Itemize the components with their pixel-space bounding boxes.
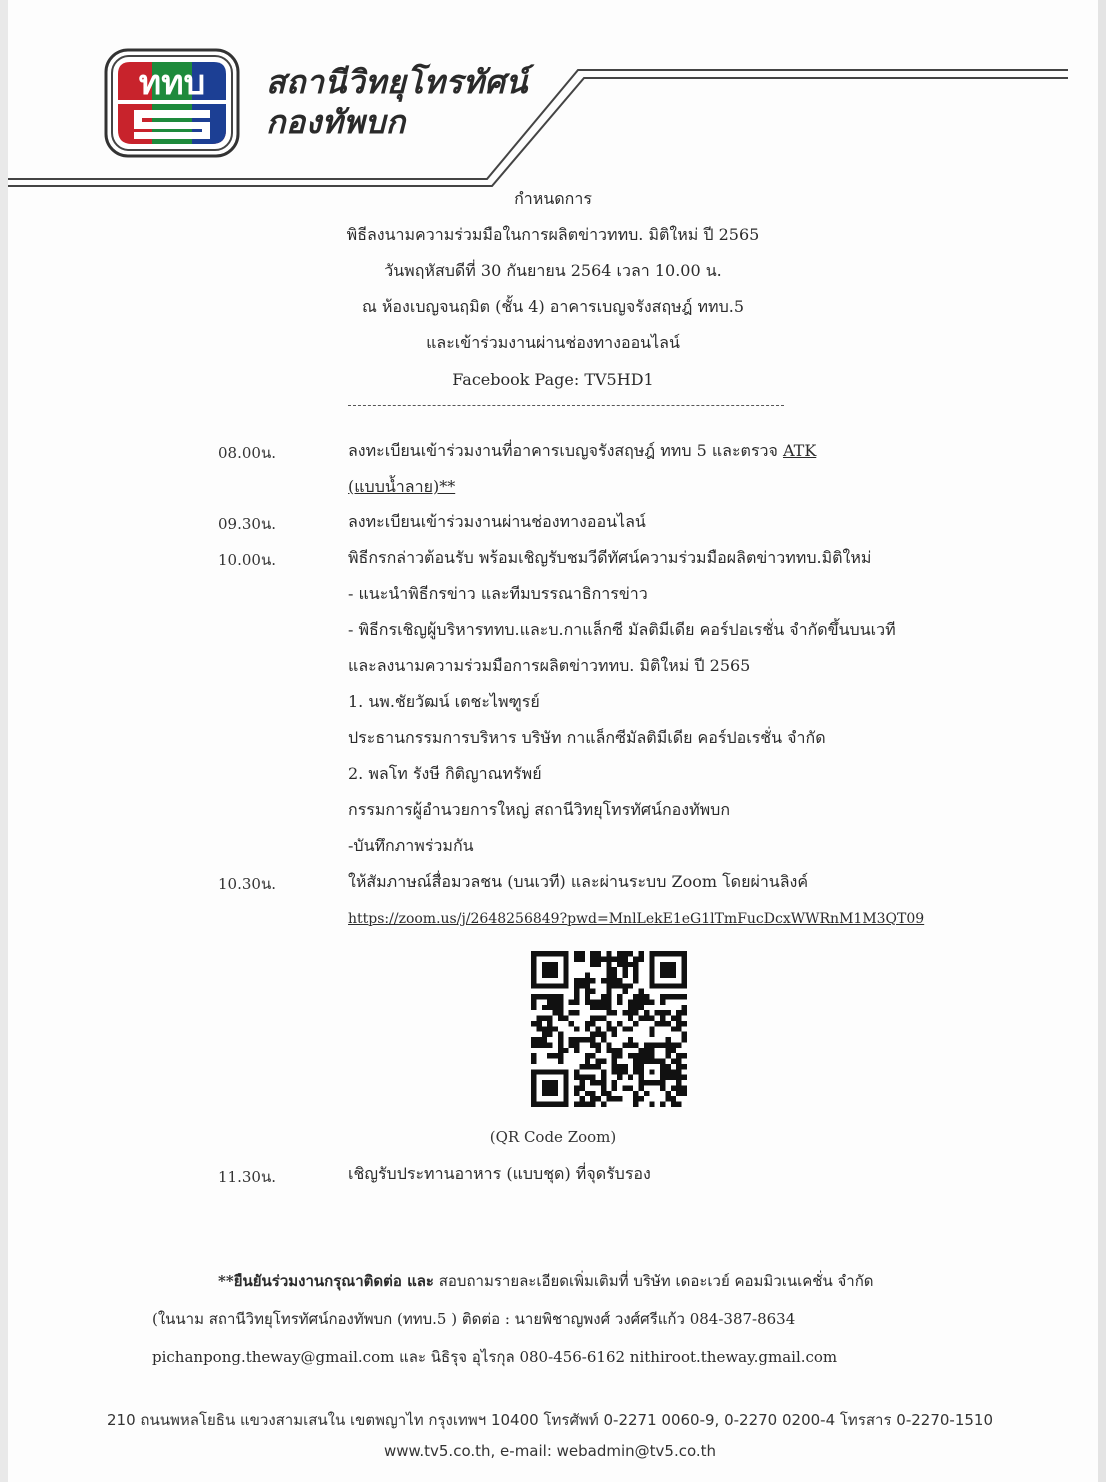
heading: กำหนดการ <box>514 189 592 208</box>
rsvp-contact: (ในนาม สถานีวิทยุโทรทัศน์กองทัพบก (ททบ.5 ) ติดต่อ : นายพิชาญพงศ์ วงศ์ศรีแก้ว 084-387-8634 <box>152 1310 796 1328</box>
schedule-line: (แบบน้ำลาย)** <box>348 477 456 496</box>
schedule-line <box>348 440 816 462</box>
facebook-page: Facebook Page: TV5HD1 <box>452 370 654 389</box>
schedule-line: เชิญรับประทานอาหาร (แบบชุด) ที่จุดรับรอง <box>348 1164 651 1183</box>
schedule-line: ลงทะเบียนเข้าร่วมงานผ่านช่องทางออนไลน์ <box>348 512 646 531</box>
zoom-link-line <box>348 908 924 930</box>
atk-text: ATK <box>782 441 817 460</box>
rsvp-emails: pichanpong.theway@gmail.com และ นิธิรุจ อุไรกุล 080-456-6162 nithiroot.theway.gmail.com <box>152 1348 838 1366</box>
time-1030: 10.30น. <box>218 875 276 893</box>
schedule-line: กรรมการผู้อำนวยการใหญ่ สถานีวิทยุโทรทัศน์กองทัพบก <box>348 800 730 819</box>
time-0800: 08.00น. <box>218 444 276 462</box>
time-1130: 11.30น. <box>218 1168 276 1186</box>
event-venue: ณ ห้องเบญจนฤมิต (ชั้น 4) อาคารเบญจรังสฤษฎ์ ททบ.5 <box>361 297 745 316</box>
event-title: พิธีลงนามความร่วมมือในการผลิตข่าวททบ. มิติใหม่ ปี 2565 <box>346 225 760 244</box>
schedule-line: และลงนามความร่วมมือการผลิตข่าวททบ. มิติใหม่ ปี 2565 <box>348 656 751 675</box>
header-divider-lines <box>0 60 1106 200</box>
schedule-line: 1. นพ.ชัยวัฒน์ เตชะไพฑูรย์ <box>348 692 540 711</box>
rsvp-note-bold: **ยืนยันร่วมงานกรุณาติดต่อ และ <box>218 1272 434 1290</box>
time-0930: 09.30น. <box>218 515 276 533</box>
schedule-line: ให้สัมภาษณ์สื่อมวลชน (บนเวที) และผ่านระบบ Zoom โดยผ่านลิงค์ <box>348 872 809 891</box>
logo-text: ททบ <box>138 63 206 103</box>
page-edge-right <box>1098 0 1106 1482</box>
rsvp-note-text: สอบถามรายละเอียดเพิ่มเติมที่ บริษัท เดอะเวย์ คอมมิวเนเคชั่น จำกัด <box>434 1272 874 1290</box>
qr-code <box>531 951 687 1107</box>
event-date: วันพฤหัสบดีที่ 30 กันยายน 2564 เวลา 10.00 น. <box>384 261 722 280</box>
station-name-line1: สถานีวิทยุโทรทัศน์ <box>266 63 528 101</box>
schedule-line: พิธีกรกล่าวต้อนรับ พร้อมเชิญรับชมวีดีทัศน์ความร่วมมือผลิตข่าวททบ.มิติใหม่ <box>348 548 872 567</box>
page-edge-left <box>0 0 8 1482</box>
schedule-line: - พิธีกรเชิญผู้บริหารททบ.และบ.กาแล็กซี มัลติมีเดีย คอร์ปอเรชั่น จำกัดขึ้นบนเวที <box>348 620 896 639</box>
schedule-line: ประธานกรรมการบริหาร บริษัท กาแล็กซีมัลติมีเดีย คอร์ปอเรชั่น จำกัด <box>348 728 826 747</box>
event-online: และเข้าร่วมงานผ่านช่องทางออนไลน์ <box>426 333 680 352</box>
station-name-line2: กองทัพบก <box>266 103 406 141</box>
station-web: www.tv5.co.th, e-mail: webadmin@tv5.co.th <box>383 1442 717 1460</box>
rsvp-note <box>218 1270 874 1292</box>
station-address: 210 ถนนพหลโยธิน แขวงสามเสนใน เขตพญาไท กรุงเทพฯ 10400 โทรศัพท์ 0-2271 0060-9, 0-2270 0200-4 โทรสาร 0-2270-1510 <box>107 1411 993 1429</box>
zoom-link[interactable]: https://zoom.us/j/2648256849?pwd=MnlLekE1eG1lTmFucDcxWWRnM1M3QT09 <box>348 911 925 927</box>
schedule-text: ลงทะเบียนเข้าร่วมงานที่อาคารเบญจรังสฤษฎ์ ททบ 5 และตรวจ <box>348 441 778 460</box>
qr-caption: (QR Code Zoom) <box>489 1128 617 1146</box>
time-1000: 10.00น. <box>218 551 276 569</box>
schedule-line: - แนะนำพิธีกรข่าว และทีมบรรณาธิการข่าว <box>348 584 648 603</box>
schedule-line: -บันทึกภาพร่วมกัน <box>348 836 474 855</box>
dashed-separator <box>348 405 784 406</box>
schedule-line: 2. พลโท รังษี กิติญาณทรัพย์ <box>348 764 542 783</box>
